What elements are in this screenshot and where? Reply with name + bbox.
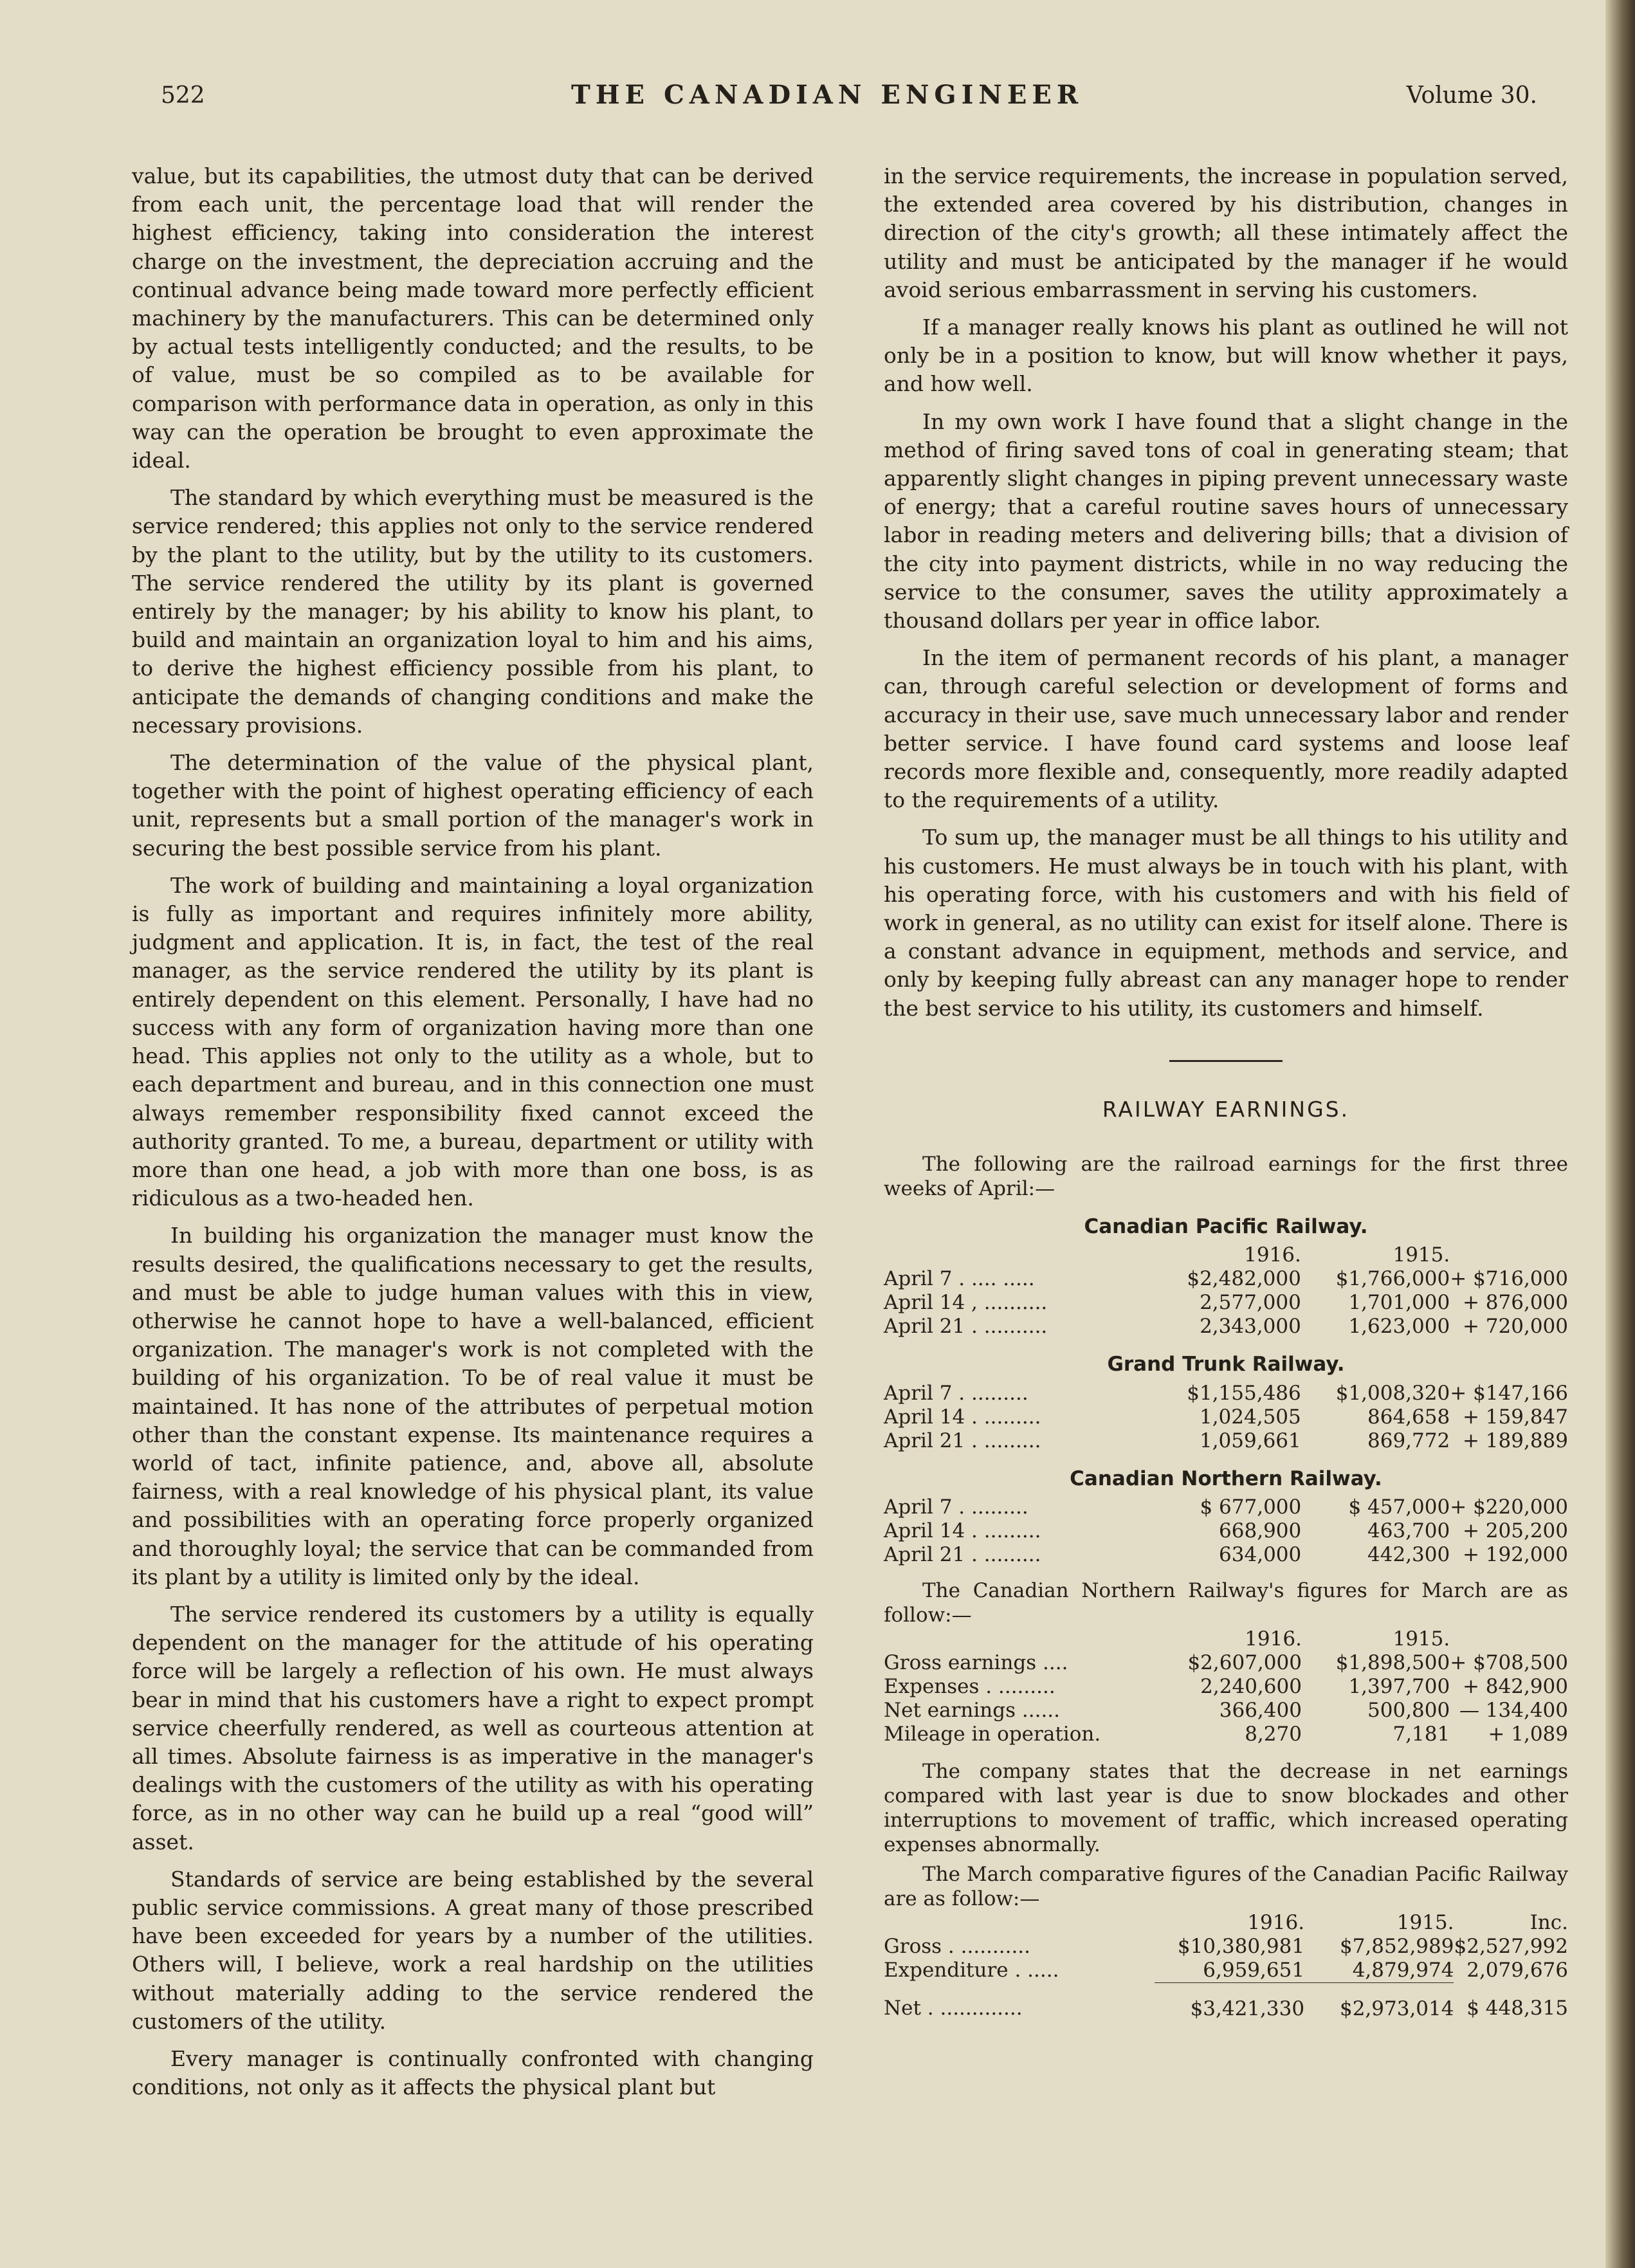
paragraph: Every manager is continually confronted with changing conditions, not only as it affects the physical plant but [132, 2046, 814, 2100]
value-1915: 4,879,974 [1304, 1959, 1454, 1983]
year-1916: 1916. [1247, 1910, 1305, 1934]
value-change: + $708,500 [1450, 1651, 1568, 1674]
table-row [884, 1935, 1568, 1959]
value-change: 2,079,676 [1466, 1958, 1568, 1982]
cpr-heading: Canadian Pacific Railway. [1084, 1215, 1368, 1239]
value-1916: 1,059,661 [1199, 1429, 1301, 1452]
table-row [884, 1382, 1568, 1405]
value-1915: $2,973,014 [1339, 1997, 1454, 2020]
value-1916: $1,155,486 [1187, 1381, 1301, 1405]
journal-title: THE CANADIAN ENGINEER [571, 80, 1084, 110]
paragraph: To sum up, the manager must be all things to his utility and his customers. He must always be in touch with his plant, with his operating force, with his customers and with his field of work in general, as no utility can exist for itself alone. There is a constant advance in equipment, methods and service, and only by keeping fully abreast can any manager hope to render the best service to his utility, its customers and himself. [884, 825, 1568, 1021]
row-label: April 21 . ......... [884, 1542, 1041, 1566]
value-1915: $7,852,989 [1339, 1934, 1454, 1958]
table-header-row [884, 1627, 1568, 1651]
year-1916: 1916. [1244, 1243, 1301, 1267]
value-1915: 869,772 [1367, 1429, 1450, 1452]
value-1915: $ 457,000 [1348, 1495, 1450, 1519]
row-label: April 7 . .... ..... [884, 1267, 1035, 1291]
row-label: April 21 . ......... [884, 1429, 1041, 1452]
value-1916: 2,577,000 [1200, 1291, 1301, 1315]
year-1916: 1916. [1245, 1627, 1302, 1651]
value-1916: $10,380,981 [1177, 1934, 1305, 1958]
row-label: April 21 . .......... [884, 1315, 1048, 1339]
table-header-row [884, 1911, 1568, 1935]
value-1916: 2,343,000 [1200, 1315, 1301, 1339]
row-label: Net earnings ...... [884, 1698, 1061, 1722]
table-row [884, 1519, 1568, 1543]
railway-intro: The following are the railroad earnings for the first three weeks of April:— [884, 1153, 1568, 1201]
cnr-march-intro: The Canadian Northern Railway's figures for March are as follow:— [884, 1578, 1568, 1627]
value-change: + 720,000 [1462, 1315, 1568, 1339]
paragraph: In building his organization the manager must know the results desired, the qualifications necessary to get the results, and must be able to judge human values with this in view, otherwise he cannot hope to have a well-balanced, efficient organization. The manager's work is not completed with the building of his organization. To be of real value it must be maintained. It has none of the attributes of perpetual motion other than the constant expense. Its maintenance requires a world of tact, infinite patience, and, above all, absolute fairness, with a real knowledge of his physical plant, its value and possibilities with an operating force properly organized and thoroughly loyal; the service that can be commanded from its plant by a utility is limited only by the ideal. [132, 1223, 814, 1589]
value-1915: $1,898,500 [1335, 1651, 1450, 1674]
value-1916: 6,959,651 [1155, 1959, 1304, 1983]
value-change: + $220,000 [1450, 1495, 1568, 1519]
volume-label: Volume 30. [1406, 82, 1537, 109]
value-change: + 159,847 [1462, 1405, 1568, 1429]
table-row [884, 1405, 1568, 1429]
table-total-row [884, 1982, 1568, 2021]
table-row [884, 1699, 1568, 1723]
table-row [884, 1675, 1568, 1699]
section-divider [1169, 1060, 1283, 1062]
row-label: April 14 . ......... [884, 1405, 1041, 1429]
row-label: Gross earnings .... [884, 1651, 1068, 1674]
binding-edge [1605, 0, 1635, 2268]
paragraph: If a manager really knows his plant as outlined he will not only be in a position to know, but will know whether it pays, and how well. [884, 315, 1568, 397]
row-label: April 14 . ......... [884, 1519, 1041, 1542]
row-label: Expenditure . ..... [884, 1958, 1059, 1982]
value-1915: 1,397,700 [1348, 1674, 1450, 1698]
table-header-row [884, 1243, 1568, 1267]
year-1915: 1915. [1393, 1627, 1450, 1651]
value-change: + 842,900 [1462, 1674, 1568, 1698]
cpr-weekly-table [884, 1243, 1568, 1339]
page-number: 522 [161, 82, 205, 109]
increase-heading: Inc. [1530, 1910, 1568, 1934]
paragraph: Standards of service are being established by the several public service commissions. A great many of those prescribed have been exceeded for years by a number of the utilities. Others will, I believe, work a real hardship on the utilities without materially adding to the service rendered the customers of the utility. [132, 1866, 814, 2034]
section-title: RAILWAY EARNINGS. [1102, 1096, 1350, 1122]
value-change: — 134,400 [1459, 1698, 1568, 1722]
table-row [884, 1291, 1568, 1315]
paragraph: The service rendered its customers by a utility is equally dependent on the manager for the attitude of his operating force will be largely a reflection of his own. He must always bear in mind that his customers have a right to expect prompt service cheerfully rendered, as well as courteous attention at all times. Absolute fairness is as imperative in the manager's dealings with the customers of the utility as with his operating force, as in no other way can he build up a real “good will” asset. [132, 1601, 814, 1854]
row-label: Net . ............. [884, 1997, 1023, 2020]
value-1916: $ 677,000 [1200, 1495, 1302, 1519]
value-1916: 1,024,505 [1199, 1405, 1301, 1429]
value-1915: 1,701,000 [1348, 1291, 1450, 1315]
value-change: $2,527,992 [1454, 1934, 1568, 1958]
cnr-march-table [884, 1627, 1568, 1746]
value-1916: 2,240,600 [1200, 1674, 1302, 1698]
value-1916: 634,000 [1219, 1542, 1302, 1566]
cnr-heading: Canadian Northern Railway. [1070, 1467, 1382, 1490]
value-1916: $2,482,000 [1187, 1267, 1301, 1291]
value-1916: $3,421,330 [1190, 1997, 1305, 2020]
value-1915: 864,658 [1367, 1405, 1450, 1429]
table-row [884, 1959, 1568, 1983]
gtr-weekly-table [884, 1382, 1568, 1453]
paragraph: In my own work I have found that a slight change in the method of firing saved tons of coal in generating steam; that apparently slight changes in piping prevent unnecessary waste of energy; that a careful routine saves hours of unnecessary labor in reading meters and delivering bills; that a division of the city into payment districts, while in no way reducing the service to the consumer, saves the utility approximately a thousand dollars per year in office labor. [884, 408, 1568, 634]
value-1915: 1,623,000 [1348, 1315, 1450, 1339]
value-1915: 7,181 [1393, 1722, 1450, 1746]
value-change: + 205,200 [1462, 1519, 1568, 1542]
cpr-march-table [884, 1911, 1568, 2021]
value-1916: $2,607,000 [1187, 1651, 1302, 1674]
cpr-march-intro: The March comparative figures of the Canadian Pacific Railway are as follow:— [884, 1862, 1568, 1910]
paragraph: value, but its capabilities, the utmost duty that can be derived from each unit, the percentage load that will render the highest efficiency, taking into consideration the interest charge on the investment, the depreciation accruing and the continual advance being made toward more perfectly efficient machinery by the manufacturers. This can be determined only by actual tests intelligently conducted; and the results, to be of value, must be so compiled as to be available for comparison with performance data in operation, as only in this way can the operation be brought to even approximate the ideal. [132, 163, 814, 473]
running-header [161, 82, 1537, 121]
value-change: + 876,000 [1462, 1291, 1568, 1315]
value-change: + 192,000 [1462, 1542, 1568, 1566]
paragraph: in the service requirements, the increase in population served, the extended area covered by his distribution, changes in direction of the city's growth; all these intimately affect the utility and must be anticipated by the manager if he would avoid serious embarrassment in serving his customers. [884, 163, 1568, 302]
year-1915: 1915. [1393, 1243, 1450, 1267]
value-1916: 366,400 [1219, 1698, 1302, 1722]
value-change: $ 448,315 [1466, 1997, 1568, 2020]
table-row [884, 1495, 1568, 1519]
gtr-heading: Grand Trunk Railway. [1107, 1353, 1345, 1376]
right-column [884, 162, 1568, 2021]
cnr-weekly-table [884, 1495, 1568, 1567]
paragraph: The determination of the value of the physical plant, together with the point of highest operating efficiency of each unit, represents but a small portion of the manager's work in securing the best possible service from his plant. [132, 750, 814, 861]
row-label: Expenses . ......... [884, 1674, 1055, 1698]
value-1915: 442,300 [1367, 1542, 1450, 1566]
row-label: Gross . ........... [884, 1934, 1031, 1958]
table-row [884, 1315, 1568, 1339]
value-1915: 500,800 [1367, 1698, 1450, 1722]
value-1915: $1,766,000 [1335, 1267, 1450, 1291]
value-1916: 8,270 [1245, 1722, 1302, 1746]
cnr-note: The company states that the decrease in net earnings compared with last year is due to snow blockades and other interruptions to movement of traffic, which increased operating expenses abnormally. [884, 1759, 1568, 1856]
year-1915: 1915. [1396, 1910, 1454, 1934]
table-row [884, 1543, 1568, 1567]
row-label: April 7 . ......... [884, 1495, 1028, 1519]
table-row [884, 1267, 1568, 1291]
table-row [884, 1429, 1568, 1453]
left-column [132, 162, 814, 2101]
value-1915: $1,008,320 [1335, 1381, 1450, 1405]
table-row [884, 1651, 1568, 1675]
value-change: + 189,889 [1462, 1429, 1568, 1452]
value-change: + $147,166 [1450, 1381, 1568, 1405]
row-label: April 7 . ......... [884, 1381, 1028, 1405]
table-row [884, 1723, 1568, 1746]
paragraph: In the item of permanent records of his plant, a manager can, through careful selection or development of forms and accuracy in their use, save much unnecessary labor and render better service. I have found card systems and loose leaf records more flexible and, consequently, more readily adapted to the requirements of a utility. [884, 645, 1568, 813]
value-1916: 668,900 [1219, 1519, 1302, 1542]
paragraph: The standard by which everything must be measured is the service rendered; this applies not only to the service rendered by the plant to the utility, but by the utility to its customers. The service rendered the utility by its plant is governed entirely by the manager; by his ability to know his plant, to build and maintain an organization loyal to him and his aims, to derive the highest efficiency possible from his plant, to anticipate the demands of changing conditions and make the necessary provisions. [132, 485, 814, 738]
value-change: + $716,000 [1450, 1267, 1568, 1291]
paragraph: The work of building and maintaining a loyal organization is fully as important and requires infinitely more ability, judgment and application. It is, in fact, the test of the real manager, as the service rendered the utility by its plant is entirely dependent on this element. Personally, I have had no success with any form of organization having more than one head. This applies not only to the utility as a whole, but to each department and bureau, and in this connection one must always remember responsibility fixed cannot exceed the authority granted. To me, a bureau, department or utility with more than one head, a job with more than one boss, is as ridiculous as a two-headed hen. [132, 872, 814, 1211]
value-1915: 463,700 [1367, 1519, 1450, 1542]
row-label: April 14 , .......... [884, 1291, 1048, 1315]
row-label: Mileage in operation. [884, 1722, 1101, 1746]
value-change: + 1,089 [1488, 1722, 1568, 1746]
